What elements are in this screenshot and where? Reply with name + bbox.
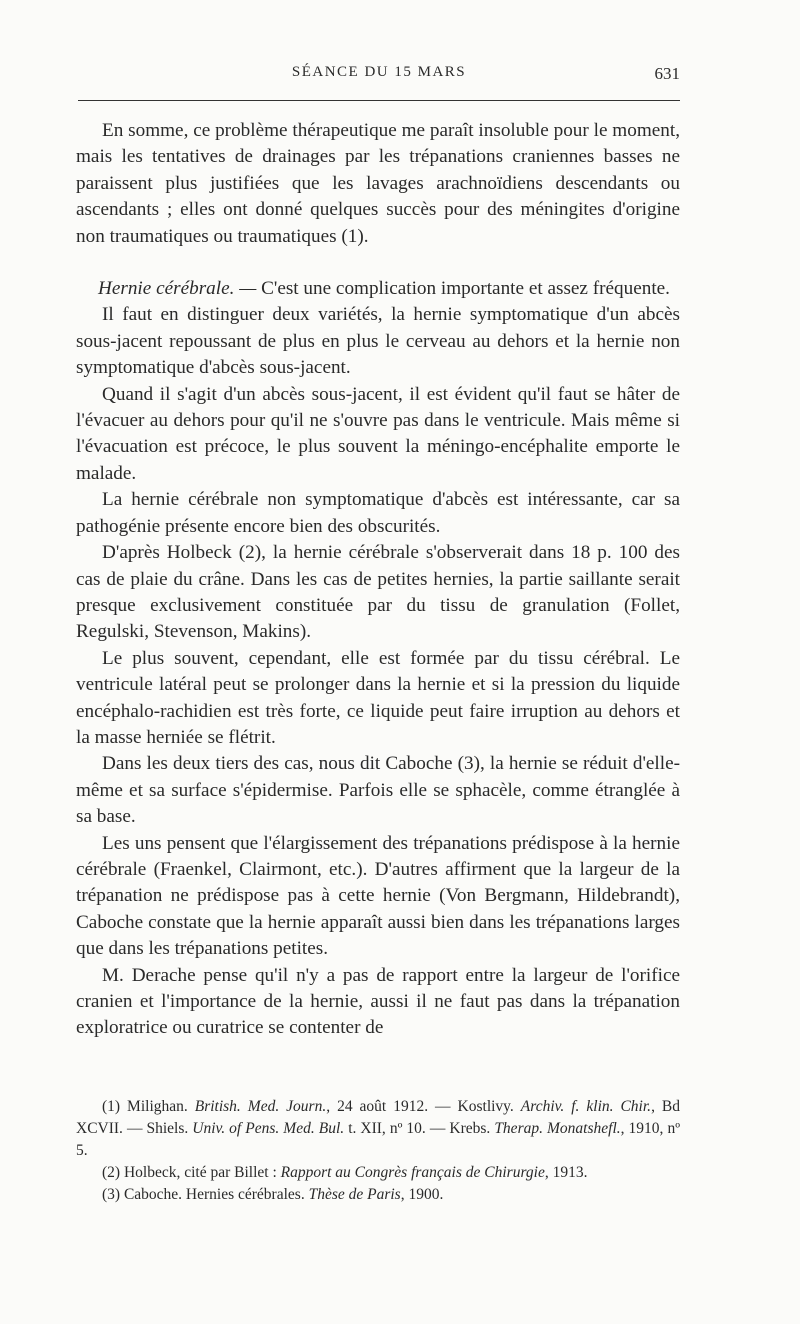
footnote-citation: Rapport au Congrès français de Chirurgie [280, 1164, 545, 1181]
footnote-1 [76, 1096, 680, 1162]
footnote-text: , 1900. [400, 1186, 444, 1203]
section-paragraph [76, 276, 680, 302]
footnote-citation: British. Med. Journ. [194, 1098, 327, 1115]
footnotes [76, 1096, 680, 1206]
body-text [76, 118, 680, 1042]
paragraph: D'après Holbeck (2), la hernie cérébrale s'observerait dans 18 p. 100 des cas de plaie du crâne. Dans les cas de petites hernies, la partie saillante serait presque exclusivement constituée par du tissu de granulation (Follet, Regulski, Stevenson, Makins). [76, 542, 680, 643]
footnote-citation: Univ. of Pens. Med. Bul. [192, 1120, 345, 1137]
footnote-text: (1) Milighan. [102, 1098, 195, 1115]
running-title: SÉANCE DU 15 MARS [291, 64, 467, 80]
paragraph: M. Derache pense qu'il n'y a pas de rapport entre la largeur de l'orifice cranien et l'importance de la hernie, aussi il ne faut pas dans la trépanation exploratrice ou curatrice se contenter de [76, 964, 680, 1039]
paragraph-text: C'est une complication importante et assez fréquente. [261, 278, 670, 300]
footnote-text: , 1913. [544, 1164, 588, 1181]
paragraph: Quand il s'agit d'un abcès sous-jacent, il est évident qu'il faut se hâter de l'évacuer au dehors pour qu'il ne s'ouvre pas dans le ventricule. Mais même si l'évacuation est précoce, le plus souvent la méningo-encéphalite emporte le malade. [76, 383, 680, 484]
section-heading: Hernie cérébrale. — [98, 278, 257, 300]
footnote-text: , 1910, nº 5. [76, 1120, 680, 1159]
footnote-2 [76, 1162, 680, 1184]
footnote-text: , 24 août 1912. — Kostlivy. [326, 1098, 521, 1115]
page-header [78, 64, 680, 90]
footnote-text: (3) Caboche. Hernies cérébrales. [102, 1186, 309, 1203]
footnote-text: t. XII, nº 10. — Krebs. [344, 1120, 495, 1137]
paragraph: En somme, ce problème thérapeutique me paraît insoluble pour le moment, mais les tentatives de drainages par les trépanations craniennes basses ne paraissent plus justifiées que les lavages arachnoïdiens descendants ou ascendants ; elles ont donné quelques succès pour des méningites d'origine non traumatiques ou traumatiques (1). [76, 120, 680, 247]
paragraph: Dans les deux tiers des cas, nous dit Caboche (3), la hernie se réduit d'elle-même et sa surface s'épidermise. Parfois elle se sphacèle, comme étranglée à sa base. [76, 753, 680, 828]
paragraph: La hernie cérébrale non symptomatique d'abcès est intéressante, car sa pathogénie présente encore bien des obscurités. [76, 489, 680, 537]
footnote-text: (2) Holbeck, cité par Billet : [102, 1164, 281, 1181]
paragraph: Les uns pensent que l'élargissement des trépanations prédispose à la hernie cérébrale (Fraenkel, Clairmont, etc.). D'autres affirment que la largeur de la trépanation ne prédispose pas à cette hernie (Von Bergmann, Hildebrandt), Caboche constate que la hernie apparaît aussi bien dans les trépanations larges que dans les trépanations petites. [76, 832, 680, 960]
footnote-3 [76, 1184, 680, 1206]
paragraph: Le plus souvent, cependant, elle est formée par du tissu cérébral. Le ventricule latéral peut se prolonger dans la hernie et si la pression du liquide encéphalo-rachidien est très forte, ce liquide peut faire irruption au dehors et la masse herniée se flétrit. [76, 647, 680, 748]
footnote-citation: Thèse de Paris [308, 1186, 401, 1203]
footnote-text: , Bd XCVII. — Shiels. [76, 1098, 681, 1137]
page-number: 631 [654, 64, 680, 83]
header-rule [78, 100, 680, 101]
footnote-citation: Archiv. f. klin. Chir. [520, 1098, 652, 1115]
footnote-citation: Therap. Monatshefl. [494, 1120, 621, 1137]
paragraph: Il faut en distinguer deux variétés, la hernie symptomatique d'un abcès sous-jacent repoussant de plus en plus le cerveau au dehors et la hernie non symptomatique d'abcès sous-jacent. [76, 304, 680, 379]
